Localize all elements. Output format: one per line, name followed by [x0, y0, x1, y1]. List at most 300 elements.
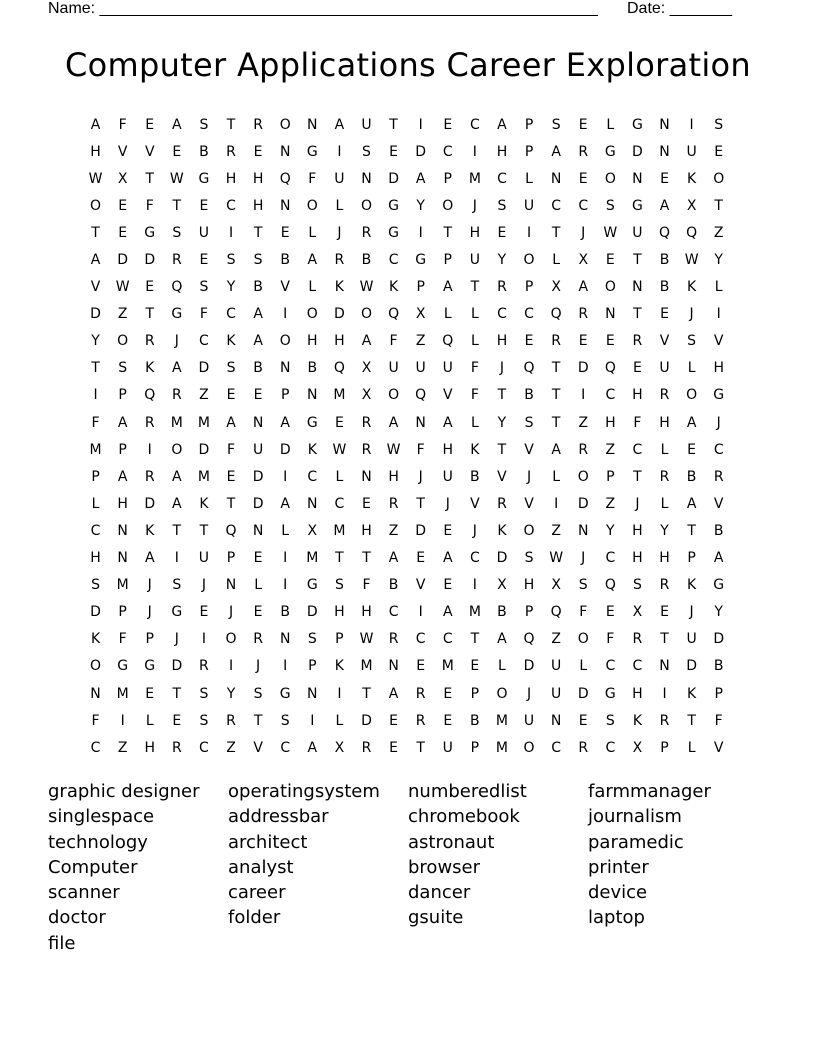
grid-letter: Z [117, 739, 128, 756]
grid-letter: U [523, 197, 535, 214]
grid-letter: P [660, 739, 669, 756]
grid-letter: J [174, 631, 179, 648]
grid-letter: G [306, 414, 318, 431]
grid-letter: O [523, 522, 535, 539]
grid-letter: P [524, 143, 534, 160]
grid-letter: T [470, 279, 480, 296]
grid-letter: E [443, 577, 453, 594]
grid-letter: O [279, 116, 291, 133]
grid-letter: K [90, 631, 101, 648]
grid-letter: A [307, 739, 318, 756]
grid-letter: N [632, 170, 643, 187]
grid-letter: F [91, 712, 100, 729]
grid-letter: H [632, 685, 643, 702]
grid-letter: L [335, 468, 344, 485]
grid-letter: J [445, 495, 450, 512]
grid-letter: S [118, 360, 128, 377]
grid-letter: E [578, 333, 588, 350]
grid-letter: O [306, 197, 318, 214]
grid-letter: U [523, 712, 535, 729]
grid-letter: J [256, 658, 261, 675]
grid-letter: V [713, 333, 724, 350]
grid-letter: R [497, 279, 507, 296]
grid-letter: V [713, 495, 724, 512]
word-bank-item: paramedic [588, 831, 684, 853]
grid-letter: C [497, 170, 507, 187]
grid-letter: J [716, 414, 721, 431]
grid-letter: T [551, 224, 561, 241]
grid-letter: E [118, 197, 128, 214]
grid-letter: O [686, 387, 698, 404]
grid-letter: E [660, 170, 669, 187]
grid-letter: D [577, 360, 589, 377]
grid-letter: E [145, 685, 155, 702]
grid-letter: W [115, 279, 130, 296]
grid-letter: K [388, 279, 399, 296]
grid-letter: A [497, 631, 507, 648]
grid-letter: H [659, 550, 670, 567]
grid-letter: I [418, 224, 423, 241]
word-bank-item: browser [408, 856, 481, 878]
grid-letter: R [415, 685, 426, 702]
grid-letter: N [117, 550, 128, 567]
grid-letter: P [118, 441, 127, 458]
grid-letter: Q [686, 224, 698, 241]
grid-letter: G [306, 143, 318, 160]
grid-letter: H [496, 143, 508, 160]
grid-letter: E [416, 658, 426, 675]
grid-letter: S [362, 143, 371, 160]
grid-letter: M [495, 739, 508, 756]
grid-letter: G [144, 224, 156, 241]
name-field[interactable]: Name: ________________________________________________________ [48, 0, 598, 17]
grid-letter: U [551, 658, 562, 675]
grid-letter: F [579, 604, 588, 621]
grid-letter: L [606, 116, 615, 133]
grid-letter: D [713, 631, 725, 648]
grid-letter: M [360, 658, 373, 675]
grid-letter: N [307, 495, 318, 512]
grid-letter: V [470, 495, 480, 512]
grid-letter: H [334, 333, 345, 350]
grid-letter: H [632, 387, 643, 404]
grid-letter: P [524, 604, 534, 621]
grid-letter: W [386, 441, 401, 458]
grid-letter: I [283, 658, 288, 675]
grid-letter: O [90, 658, 102, 675]
grid-letter: T [226, 495, 236, 512]
grid-letter: U [198, 550, 210, 567]
grid-letter: C [334, 495, 345, 512]
grid-letter: G [388, 197, 399, 214]
grid-letter: A [90, 252, 101, 269]
grid-letter: U [551, 685, 562, 702]
grid-letter: L [660, 495, 669, 512]
word-bank-item: farmmanager [588, 781, 711, 802]
grid-letter: E [443, 522, 453, 539]
grid-letter: R [361, 224, 372, 241]
grid-letter: U [388, 360, 399, 377]
grid-letter: F [145, 197, 154, 214]
grid-letter: L [552, 252, 561, 269]
grid-letter: C [605, 387, 616, 404]
grid-letter: H [523, 577, 535, 594]
grid-letter: C [578, 197, 589, 214]
grid-letter: X [361, 387, 372, 404]
grid-letter: G [388, 224, 399, 241]
grid-letter: I [526, 224, 532, 241]
page-title: Computer Applications Career Exploration [65, 46, 751, 84]
grid-letter: Q [171, 279, 183, 296]
grid-letter: U [686, 143, 697, 160]
grid-letter: K [334, 658, 344, 675]
grid-letter: V [253, 739, 263, 756]
grid-letter: E [389, 143, 398, 160]
grid-letter: C [226, 306, 236, 323]
grid-letter: H [361, 522, 372, 539]
grid-letter: C [307, 468, 318, 485]
grid-letter: I [716, 306, 721, 323]
grid-letter: Z [578, 414, 589, 431]
grid-letter: L [308, 224, 317, 241]
grid-letter: E [172, 143, 182, 160]
grid-letter: D [415, 522, 427, 539]
grid-letter: R [226, 712, 236, 729]
grid-letter: Q [604, 577, 616, 594]
date-field[interactable]: Date: _______ [627, 0, 732, 17]
grid-letter: S [199, 712, 209, 729]
grid-letter: T [551, 360, 561, 377]
grid-letter: T [145, 306, 155, 323]
word-bank-item: printer [588, 856, 649, 878]
grid-letter: X [551, 279, 561, 296]
grid-letter: D [171, 658, 183, 675]
grid-letter: A [117, 414, 128, 431]
grid-letter: D [144, 252, 156, 269]
grid-letter: N [550, 170, 562, 187]
grid-letter: T [687, 522, 696, 539]
header-line [48, 0, 748, 18]
grid-letter: P [524, 116, 534, 133]
grid-letter: L [552, 468, 561, 485]
grid-letter: O [360, 306, 372, 323]
grid-letter: T [497, 441, 507, 458]
grid-letter: E [253, 550, 263, 567]
grid-letter: S [524, 414, 534, 431]
grid-letter: A [686, 414, 697, 431]
grid-letter: Z [388, 522, 399, 539]
word-bank-item: laptop [588, 907, 645, 929]
grid-letter: X [578, 252, 589, 269]
grid-letter: O [713, 170, 725, 187]
grid-letter: J [228, 604, 234, 621]
grid-letter: Q [523, 360, 535, 377]
grid-letter: N [307, 387, 318, 404]
grid-letter: B [470, 712, 480, 729]
grid-letter: C [388, 604, 399, 621]
grid-letter: G [415, 252, 427, 269]
grid-letter: D [279, 441, 291, 458]
grid-letter: D [415, 143, 427, 160]
grid-letter: J [201, 577, 206, 594]
grid-letter: E [118, 224, 128, 241]
grid-letter: U [198, 224, 210, 241]
grid-letter: I [581, 387, 586, 404]
grid-letter: D [577, 495, 589, 512]
grid-letter: G [144, 658, 156, 675]
grid-letter: B [253, 279, 263, 296]
grid-letter: E [199, 252, 209, 269]
grid-letter: R [578, 306, 589, 323]
grid-letter: I [418, 604, 423, 621]
grid-letter: A [578, 279, 589, 296]
grid-letter: V [659, 333, 670, 350]
grid-letter: M [333, 522, 346, 539]
grid-letter: A [388, 685, 399, 702]
grid-letter: A [253, 306, 263, 323]
grid-letter: A [117, 468, 128, 485]
grid-letter: E [253, 387, 263, 404]
grid-letter: C [442, 143, 453, 160]
grid-letter: D [90, 604, 101, 621]
grid-letter: J [418, 468, 423, 485]
grid-letter: D [198, 360, 210, 377]
word-bank-item: addressbar [228, 806, 329, 828]
grid-letter: H [90, 143, 101, 160]
grid-letter: G [604, 143, 616, 160]
word-bank-item: singlespace [48, 806, 155, 828]
grid-letter: I [283, 577, 288, 594]
grid-letter: E [578, 116, 588, 133]
grid-letter: X [497, 577, 507, 594]
grid-letter: E [632, 360, 642, 377]
grid-letter: S [307, 631, 317, 648]
grid-letter: H [469, 224, 481, 241]
grid-letter: Z [551, 522, 561, 539]
grid-letter: E [605, 333, 615, 350]
grid-letter: E [362, 495, 371, 512]
grid-letter: C [551, 197, 562, 214]
grid-letter: H [117, 495, 128, 512]
grid-letter: K [497, 522, 507, 539]
grid-letter: H [90, 550, 101, 567]
grid-letter: F [606, 631, 615, 648]
grid-letter: B [497, 604, 507, 621]
grid-letter: P [714, 685, 723, 702]
grid-letter: M [468, 170, 481, 187]
grid-letter: Y [660, 522, 669, 539]
grid-letter: S [91, 577, 100, 594]
grid-letter: S [714, 116, 724, 133]
word-bank-item: journalism [588, 806, 682, 828]
grid-letter: R [144, 414, 155, 431]
grid-letter: H [144, 739, 155, 756]
grid-letter: E [443, 712, 453, 729]
grid-letter: E [226, 468, 236, 485]
grid-letter: R [578, 441, 589, 458]
grid-letter: T [551, 414, 561, 431]
grid-letter: T [389, 116, 398, 133]
grid-letter: E [145, 279, 155, 296]
grid-letter: M [441, 658, 454, 675]
grid-letter: H [307, 333, 318, 350]
grid-letter: J [472, 522, 477, 539]
grid-letter: C [632, 658, 643, 675]
grid-letter: T [253, 712, 263, 729]
grid-letter: I [93, 387, 98, 404]
grid-letter: C [415, 631, 426, 648]
grid-letter: U [659, 360, 670, 377]
grid-letter: T [172, 522, 182, 539]
grid-letter: N [550, 712, 562, 729]
grid-letter: O [442, 197, 454, 214]
grid-letter: N [225, 577, 237, 594]
grid-letter: H [334, 604, 345, 621]
grid-letter: T [633, 252, 642, 269]
grid-letter: J [689, 306, 694, 323]
grid-letter: D [523, 658, 535, 675]
grid-letter: X [117, 170, 128, 187]
grid-letter: C [469, 550, 480, 567]
grid-letter: J [174, 333, 179, 350]
grid-letter: B [199, 143, 209, 160]
grid-letter: Q [333, 360, 345, 377]
grid-letter: Y [226, 279, 236, 296]
grid-letter: L [308, 279, 317, 296]
grid-letter: B [307, 360, 318, 377]
grid-letter: P [308, 658, 317, 675]
grid-letter: S [172, 577, 182, 594]
grid-letter: E [253, 604, 263, 621]
grid-letter: U [686, 631, 697, 648]
grid-letter: C [605, 658, 616, 675]
grid-letter: E [199, 197, 209, 214]
grid-letter: J [147, 604, 152, 621]
grid-letter: D [577, 685, 589, 702]
grid-letter: Z [551, 631, 561, 648]
grid-letter: Y [497, 252, 507, 269]
word-bank-item: technology [48, 831, 148, 853]
grid-letter: R [659, 387, 670, 404]
grid-letter: G [306, 577, 318, 594]
grid-letter: R [632, 631, 643, 648]
grid-letter: H [252, 170, 264, 187]
grid-letter: J [147, 577, 152, 594]
grid-letter: O [523, 252, 535, 269]
grid-letter: W [169, 170, 184, 187]
grid-letter: Y [226, 685, 236, 702]
grid-letter: L [579, 658, 588, 675]
grid-letter: J [635, 495, 640, 512]
grid-letter: P [443, 170, 452, 187]
grid-letter: D [198, 441, 210, 458]
grid-letter: A [442, 604, 453, 621]
grid-letter: Y [91, 333, 100, 350]
grid-letter: N [307, 116, 318, 133]
word-bank-item: scanner [48, 882, 120, 904]
grid-letter: L [498, 658, 506, 675]
grid-letter: E [443, 116, 453, 133]
grid-letter: R [199, 658, 209, 675]
grid-letter: H [605, 414, 616, 431]
grid-letter: S [334, 577, 344, 594]
grid-letter: F [118, 116, 127, 133]
grid-letter: K [687, 279, 697, 296]
grid-letter: J [499, 360, 505, 377]
grid-letter: L [281, 522, 290, 539]
grid-letter: N [279, 197, 291, 214]
grid-letter: M [306, 550, 319, 567]
grid-letter: D [361, 712, 372, 729]
grid-letter: L [470, 333, 479, 350]
grid-letter: R [659, 712, 670, 729]
grid-letter: Z [226, 739, 236, 756]
grid-letter: T [551, 387, 561, 404]
grid-letter: L [660, 441, 669, 458]
grid-letter: A [307, 252, 318, 269]
grid-letter: E [443, 685, 453, 702]
grid-letter: S [199, 279, 209, 296]
grid-letter: S [280, 712, 290, 729]
grid-letter: M [495, 712, 508, 729]
grid-letter: T [362, 550, 371, 567]
grid-letter: C [469, 116, 480, 133]
grid-letter: Y [416, 197, 425, 214]
grid-letter: K [334, 279, 344, 296]
grid-letter: Q [523, 631, 535, 648]
grid-letter: Z [117, 306, 128, 323]
grid-letter: V [90, 279, 101, 296]
grid-letter: T [470, 631, 480, 648]
grid-letter: B [280, 252, 290, 269]
grid-letter: R [144, 468, 155, 485]
grid-letter: F [389, 333, 398, 350]
word-bank-item: folder [228, 907, 281, 929]
grid-letter: Q [550, 604, 562, 621]
grid-letter: A [144, 550, 155, 567]
grid-letter: V [442, 387, 453, 404]
grid-letter: S [253, 252, 263, 269]
grid-letter: O [279, 333, 291, 350]
grid-letter: V [415, 577, 426, 594]
grid-letter: S [605, 712, 615, 729]
grid-letter: K [226, 333, 236, 350]
grid-letter: D [388, 170, 399, 187]
grid-letter: G [117, 658, 129, 675]
grid-letter: X [361, 360, 372, 377]
grid-letter: C [90, 522, 101, 539]
grid-letter: Z [415, 333, 426, 350]
grid-letter: S [226, 252, 236, 269]
grid-letter: S [253, 685, 263, 702]
grid-letter: B [524, 387, 534, 404]
grid-letter: R [171, 739, 182, 756]
grid-letter: M [333, 387, 346, 404]
grid-letter: I [418, 116, 423, 133]
grid-letter: O [225, 631, 237, 648]
grid-letter: V [144, 143, 155, 160]
grid-letter: U [361, 116, 372, 133]
grid-letter: C [388, 252, 399, 269]
grid-letter: B [659, 252, 670, 269]
grid-letter: P [470, 685, 480, 702]
grid-letter: H [496, 333, 508, 350]
grid-letter: L [470, 414, 479, 431]
grid-letter: K [307, 441, 317, 458]
grid-letter: A [686, 495, 697, 512]
grid-letter: P [118, 604, 127, 621]
grid-letter: X [551, 577, 561, 594]
